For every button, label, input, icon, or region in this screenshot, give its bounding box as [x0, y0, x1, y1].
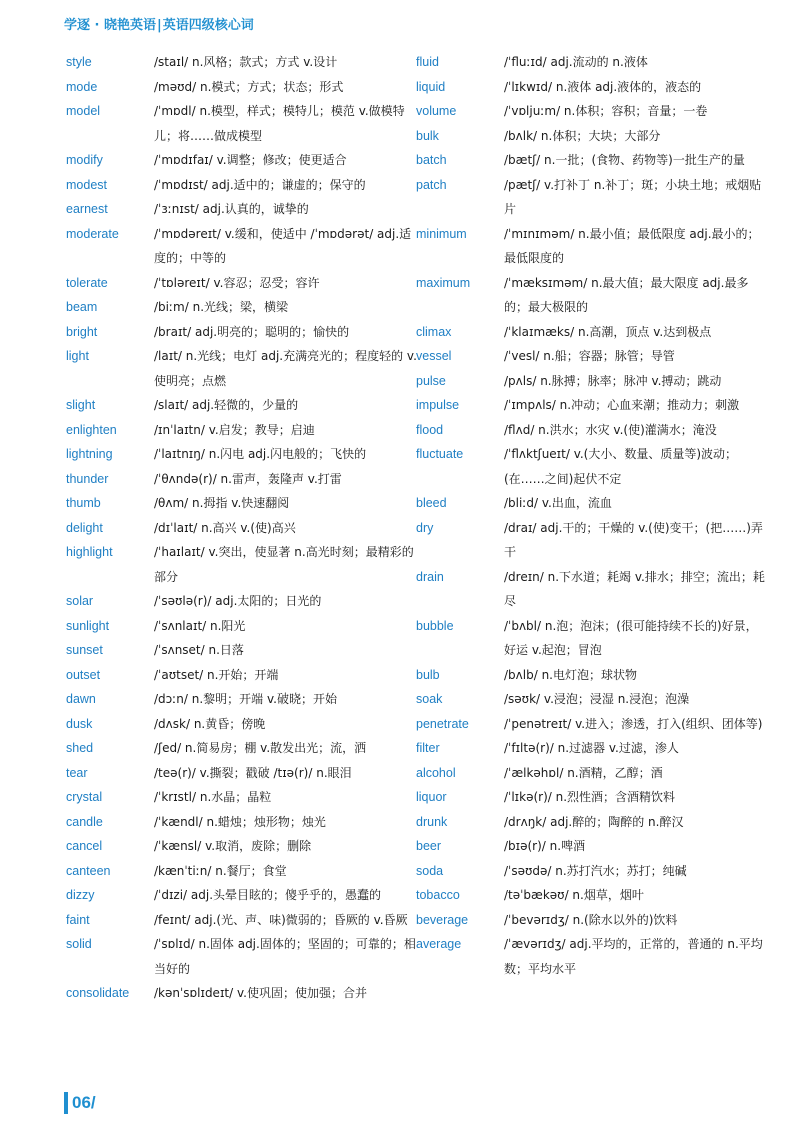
vocab-entry: [416, 344, 766, 369]
vocab-entry: [66, 810, 421, 835]
left-word-column: [66, 50, 421, 1006]
vocab-entry: [66, 50, 421, 75]
vocab-definition: /dʌsk/ n.黄昏；傍晚: [154, 716, 266, 731]
vocab-word: fluctuate: [416, 447, 464, 461]
vocab-word: moderate: [66, 226, 119, 241]
vocab-definition: /ˈflʌktʃueɪt/ v.(大小、数量、质量等)波动；(在……之间)起伏不定: [504, 447, 738, 486]
footer-accent-bar: [64, 1092, 68, 1114]
vocab-entry: [66, 540, 421, 589]
vocab-definition: /bʌlb/ n.电灯泡；球状物: [504, 667, 637, 682]
vocab-definition: /ˈlɪkwɪd/ n.液体 adj.液体的，液态的: [504, 79, 702, 94]
vocab-entry: [66, 173, 421, 198]
vocab-entry: [66, 981, 421, 1006]
vocab-word: dizzy: [66, 888, 95, 902]
vocab-entry: [416, 369, 766, 394]
vocab-entry: [66, 932, 421, 981]
vocab-definition: /ˈaʊtset/ n.开始；开端: [154, 667, 279, 682]
vocab-definition: /draɪ/ adj.干的；干燥的 v.(使)变干；(把……)弄干: [504, 520, 763, 559]
vocab-definition: /təˈbækəʊ/ n.烟草，烟叶: [504, 888, 644, 902]
vocab-entry: [66, 393, 421, 418]
vocab-entry: [416, 565, 766, 614]
vocab-definition: /ˈθʌndə(r)/ n.雷声，轰隆声 v.打雷: [154, 471, 342, 486]
page-footer: [64, 1092, 96, 1114]
vocab-word: canteen: [66, 863, 111, 878]
vocab-entry: [416, 491, 766, 516]
vocab-entry: [416, 222, 766, 271]
vocab-definition: /drʌŋk/ adj.醉的；陶醉的 n.醉汉: [504, 814, 684, 829]
vocab-word: highlight: [66, 545, 113, 559]
vocab-entry: [66, 589, 421, 614]
vocab-word: earnest: [66, 202, 108, 216]
vocab-entry: [66, 418, 421, 443]
vocab-definition: /θʌm/ n.拇指 v.快速翻阅: [154, 496, 290, 510]
vocab-word: vessel: [416, 349, 452, 363]
vocab-word: lightning: [66, 447, 113, 461]
vocab-word: liquor: [416, 790, 447, 804]
vocab-definition: /ˈsʌnlaɪt/ n.阳光: [154, 618, 246, 633]
page-number: 06/: [72, 1093, 96, 1112]
vocab-entry: [416, 614, 766, 663]
vocab-word: beverage: [416, 912, 469, 927]
vocab-word: bright: [66, 324, 98, 339]
vocab-entry: [416, 516, 766, 565]
vocab-definition: /bɪə(r)/ n.啤酒: [504, 839, 586, 853]
vocab-definition: /ˈhaɪlaɪt/ v.突出，使显著 n.高光时刻；最精彩的部分: [154, 545, 414, 584]
vocab-entry: [66, 638, 421, 663]
vocab-entry: [66, 785, 421, 810]
vocab-entry: [66, 467, 421, 492]
vocab-word: minimum: [416, 226, 467, 241]
vocab-definition: /ˈlɪkə(r)/ n.烈性酒；含酒精饮料: [504, 790, 676, 804]
vocab-word: bulb: [416, 667, 440, 682]
vocab-entry: [416, 908, 766, 933]
vocab-definition: /ˈpenətreɪt/ v.进入；渗透，打入(组织、团体等): [504, 716, 763, 731]
vocab-word: average: [416, 937, 462, 951]
vocab-entry: [416, 418, 766, 443]
vocab-definition: /kənˈsɒlɪdeɪt/ v.使巩固；使加强；合并: [154, 986, 367, 1000]
vocab-definition: /dɪˈlaɪt/ n.高兴 v.(使)高兴: [154, 520, 296, 535]
vocab-word: alcohol: [416, 765, 456, 780]
vocab-entry: [416, 663, 766, 688]
vocab-word: dry: [416, 520, 434, 535]
vocab-definition: /ˈmɪnɪməm/ n.最小值；最低限度 adj.最小的；最低限度的: [504, 226, 760, 265]
vocab-word: batch: [416, 153, 447, 167]
vocab-word: tolerate: [66, 275, 108, 290]
vocab-definition: /ˈmɒdəreɪt/ v.缓和，使适中 /ˈmɒdərət/ adj.适度的；中等的: [154, 226, 412, 265]
vocab-definition: /ʃed/ n.简易房；棚 v.散发出光；流，洒: [154, 741, 367, 755]
vocab-word: mode: [66, 79, 98, 94]
vocab-word: thumb: [66, 496, 101, 510]
vocab-definition: /ˈmɒdɪst/ adj.适中的；谦虚的；保守的: [154, 177, 366, 192]
vocab-word: light: [66, 349, 89, 363]
vocab-word: patch: [416, 177, 447, 192]
vocab-word: dawn: [66, 692, 96, 706]
vocab-definition: /ˈvesl/ n.船；容器；脉管；导管: [504, 349, 675, 363]
vocab-word: solar: [66, 594, 94, 608]
vocab-definition: /ˈtɒləreɪt/ v.容忍；忍受；容许: [154, 275, 320, 290]
vocab-word: penetrate: [416, 716, 469, 731]
vocab-word: delight: [66, 520, 103, 535]
vocab-entry: [416, 883, 766, 908]
vocab-entry: [66, 908, 421, 933]
right-word-column: [416, 50, 766, 981]
vocab-entry: [416, 810, 766, 835]
vocab-word: consolidate: [66, 986, 130, 1000]
vocab-entry: [416, 320, 766, 345]
vocab-definition: /kænˈtiːn/ n.餐厅；食堂: [154, 863, 287, 878]
header-separator: |: [157, 18, 162, 33]
vocab-definition: /ˈfɪltə(r)/ n.过滤器 v.过滤，渗人: [504, 741, 679, 755]
vocab-entry: [66, 712, 421, 737]
vocab-entry: [66, 736, 421, 761]
vocab-entry: [416, 124, 766, 149]
vocab-entry: [416, 785, 766, 810]
vocab-definition: /ˈbevərɪdʒ/ n.(除水以外的)饮料: [504, 912, 678, 927]
vocab-definition: /dreɪn/ n.下水道；耗竭 v.排水；排空；流出；耗尽: [504, 569, 765, 608]
vocab-entry: [66, 344, 421, 393]
vocab-entry: [66, 271, 421, 296]
vocab-word: dusk: [66, 716, 93, 731]
header-brand: 学逐 · 晓艳英语: [64, 18, 156, 33]
vocab-definition: /ˈɪmpʌls/ n.冲动；心血来潮；推动力；刺激: [504, 398, 740, 412]
vocab-entry: [416, 173, 766, 222]
vocab-word: soda: [416, 863, 444, 878]
vocab-entry: [66, 295, 421, 320]
vocab-definition: /ˈlaɪtnɪŋ/ n.闪电 adj.闪电般的；飞快的: [154, 447, 367, 461]
vocab-definition: /braɪt/ adj.明亮的；聪明的；愉快的: [154, 324, 350, 339]
vocab-entry: [416, 50, 766, 75]
vocab-definition: /bʌlk/ n.体积；大块；大部分: [504, 128, 661, 143]
vocab-entry: [66, 516, 421, 541]
vocab-word: tobacco: [416, 888, 460, 902]
vocab-entry: [66, 663, 421, 688]
vocab-definition: /ˈvɒljuːm/ n.体积；容积；音量；一卷: [504, 104, 708, 118]
vocab-word: drain: [416, 569, 444, 584]
vocab-definition: /biːm/ n.光线；梁，横梁: [154, 300, 289, 314]
vocab-word: drunk: [416, 814, 448, 829]
vocab-word: sunset: [66, 643, 103, 657]
vocab-definition: /ˈsɒlɪd/ n.固体 adj.固体的；坚固的；可靠的；相当好的: [154, 937, 416, 976]
vocab-definition: /dɔːn/ n.黎明；开端 v.破晓；开始: [154, 692, 337, 706]
vocab-word: pulse: [416, 373, 446, 388]
vocab-word: soak: [416, 692, 443, 706]
vocab-entry: [416, 99, 766, 124]
vocab-entry: [66, 222, 421, 271]
vocab-definition: /ˈævərɪdʒ/ adj.平均的，正常的，普通的 n.平均数；平均水平: [504, 937, 763, 976]
vocab-definition: /məʊd/ n.模式；方式；状态；形式: [154, 79, 344, 94]
vocab-entry: [416, 859, 766, 884]
vocab-definition: /ˈklaɪmæks/ n.高潮，顶点 v.达到极点: [504, 324, 712, 339]
vocab-word: style: [66, 55, 92, 69]
vocab-word: filter: [416, 741, 440, 755]
vocab-definition: /ˈfluːɪd/ adj.流动的 n.液体: [504, 55, 648, 69]
vocab-definition: /ˈsəʊlə(r)/ adj.太阳的；日光的: [154, 594, 322, 608]
vocab-definition: /ˈkændl/ n.蜡烛；烛形物；烛光: [154, 814, 326, 829]
page-header: [64, 14, 254, 33]
vocab-word: candle: [66, 814, 103, 829]
vocab-entry: [66, 75, 421, 100]
vocab-definition: /ˈsʌnset/ n.日落: [154, 643, 244, 657]
vocab-entry: [66, 761, 421, 786]
vocab-word: outset: [66, 667, 101, 682]
vocab-entry: [66, 99, 421, 148]
vocab-word: fluid: [416, 55, 439, 69]
vocab-definition: /flʌd/ n.洪水；水灾 v.(使)灌满水；淹没: [504, 422, 717, 437]
vocab-entry: [66, 442, 421, 467]
vocab-entry: [66, 859, 421, 884]
vocab-definition: /ˈkænsl/ v.取消，废除；删除: [154, 839, 312, 853]
vocab-word: thunder: [66, 471, 109, 486]
vocab-entry: [416, 761, 766, 786]
vocab-definition: /ˈkrɪstl/ n.水晶；晶粒: [154, 790, 272, 804]
vocab-definition: /staɪl/ n.风格；款式；方式 v.设计: [154, 55, 338, 69]
vocab-word: maximum: [416, 275, 471, 290]
vocab-entry: [66, 687, 421, 712]
vocab-word: model: [66, 104, 101, 118]
vocab-entry: [66, 491, 421, 516]
vocab-entry: [416, 712, 766, 737]
vocab-definition: /ˈbʌbl/ n.泡；泡沫；(很可能持续不长的)好景，好运 v.起泡；冒泡: [504, 618, 758, 657]
vocab-definition: /bliːd/ v.出血，流血: [504, 496, 612, 510]
vocab-entry: [416, 834, 766, 859]
vocab-definition: /slaɪt/ adj.轻微的，少量的: [154, 398, 299, 412]
vocab-word: volume: [416, 104, 457, 118]
vocab-word: modest: [66, 177, 107, 192]
vocab-definition: /səʊk/ v.浸泡；浸湿 n.浸泡；泡澡: [504, 692, 690, 706]
vocab-definition: /ˈsəʊdə/ n.苏打汽水；苏打；纯碱: [504, 863, 687, 878]
vocab-entry: [66, 834, 421, 859]
vocab-word: bubble: [416, 618, 454, 633]
vocab-definition: /ˈmɒdl/ n.模型，样式；模特儿；模范 v.做模特儿；将……做成模型: [154, 104, 405, 143]
vocab-entry: [416, 736, 766, 761]
vocab-definition: /ɪnˈlaɪtn/ v.启发；教导；启迪: [154, 422, 315, 437]
vocab-definition: /laɪt/ n.光线；电灯 adj.充满亮光的；程度轻的 v.使明亮；点燃: [154, 349, 417, 388]
vocab-entry: [66, 197, 421, 222]
vocab-entry: [66, 148, 421, 173]
vocab-word: beam: [66, 300, 98, 314]
vocab-definition: /ˈdɪzi/ adj.头晕目眩的；傻乎乎的，愚蠢的: [154, 888, 382, 902]
vocab-word: bulk: [416, 128, 439, 143]
vocab-word: flood: [416, 422, 444, 437]
vocab-word: climax: [416, 324, 452, 339]
vocab-entry: [66, 614, 421, 639]
vocab-word: crystal: [66, 790, 103, 804]
vocab-word: liquid: [416, 79, 446, 94]
vocab-definition: /pʌls/ n.脉搏；脉率；脉冲 v.搏动；跳动: [504, 373, 722, 388]
vocab-definition: /ˈmɒdɪfaɪ/ v.调整；修改；使更适合: [154, 153, 347, 167]
vocab-definition: /pætʃ/ v.打补丁 n.补丁；斑；小块土地；戒烟贴片: [504, 177, 762, 216]
vocab-word: faint: [66, 912, 90, 927]
vocab-word: sunlight: [66, 618, 110, 633]
vocab-entry: [416, 393, 766, 418]
vocab-word: cancel: [66, 839, 103, 853]
vocab-entry: [416, 75, 766, 100]
vocab-word: bleed: [416, 496, 447, 510]
vocab-definition: /ˈælkəhɒl/ n.酒精，乙醇；酒: [504, 765, 663, 780]
vocab-definition: /ˈɜːnɪst/ adj.认真的，诚挚的: [154, 202, 309, 216]
vocab-word: solid: [66, 937, 92, 951]
vocab-definition: /teə(r)/ v.撕裂；戳破 /tɪə(r)/ n.眼泪: [154, 765, 352, 780]
vocab-word: beer: [416, 839, 442, 853]
vocab-word: slight: [66, 398, 96, 412]
vocab-word: shed: [66, 741, 94, 755]
vocab-definition: /ˈmæksɪməm/ n.最大值；最大限度 adj.最多的；最大极限的: [504, 275, 749, 314]
vocab-word: enlighten: [66, 422, 117, 437]
vocab-definition: /bætʃ/ n.一批；(食物、药物等)一批生产的量: [504, 153, 745, 167]
vocab-entry: [66, 883, 421, 908]
vocab-entry: [66, 320, 421, 345]
vocab-entry: [416, 687, 766, 712]
vocab-word: modify: [66, 153, 103, 167]
vocab-word: tear: [66, 765, 88, 780]
vocab-entry: [416, 442, 766, 491]
vocab-entry: [416, 932, 766, 981]
vocab-definition: /feɪnt/ adj.(光、声、味)微弱的；昏厥的 v.昏厥: [154, 912, 408, 927]
vocab-word: impulse: [416, 398, 460, 412]
header-series: 英语四级核心词: [162, 18, 254, 33]
vocab-entry: [416, 148, 766, 173]
vocab-entry: [416, 271, 766, 320]
